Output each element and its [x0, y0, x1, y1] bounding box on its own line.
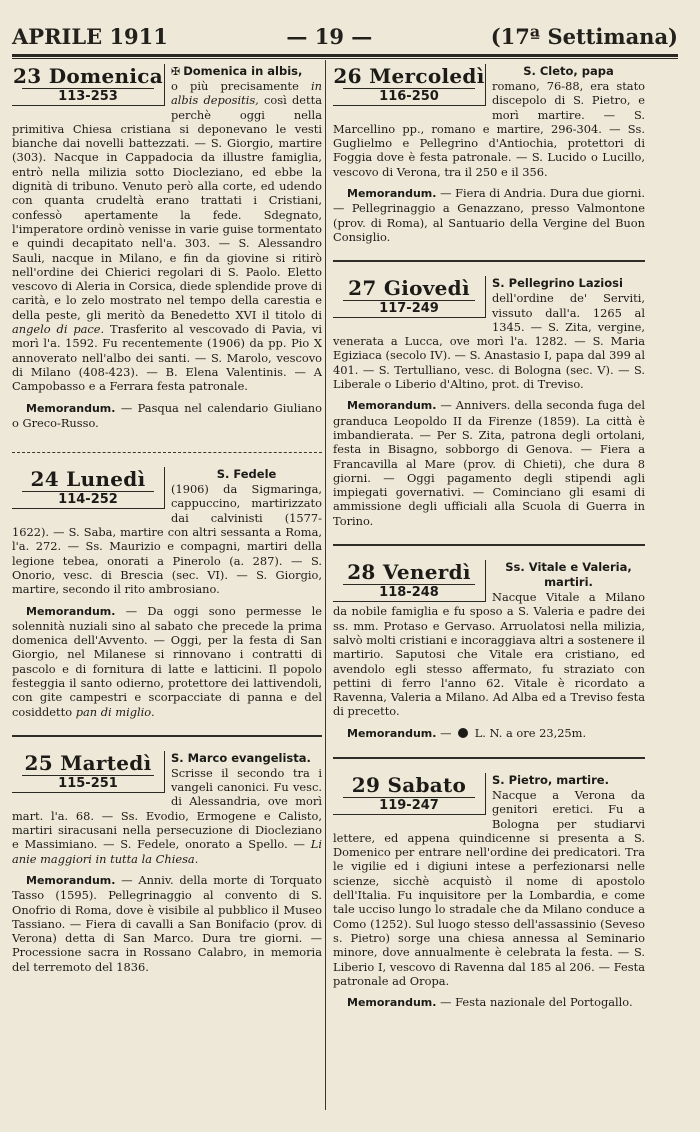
date-box [12, 467, 165, 509]
memorandum: Memorandum. — L. N. a ore 23,25m. [347, 725, 587, 740]
entry-29 [333, 773, 645, 1010]
memorandum: Memorandum. — Anniv. della morte di Torquato Tasso (1595). Pellegrinaggio al convento di S. Onofrio di Roma, dove è visibile al pubblico il Museo Tassiano. — Fiera di cavalli a San Bonifacio (prov. di Verona) detta di San Marco. Dura tre giorni. — Processione sacra in Rossano Calabro, in memoria del terremoto del 1836. [12, 872, 322, 974]
column-divider [325, 60, 326, 1110]
date-box [333, 773, 486, 815]
right-column [333, 64, 645, 1018]
cross-icon: ✠ [171, 65, 181, 78]
date-box [12, 751, 165, 793]
entry-text: (1906) da Sigmaringa, cappuccino, martirizzato dai calvinisti (1577-1622). — S. Saba, martire con altri sessanta a Roma, l'a. 272. — Ss. Maurizio e compagni, martiri della legione tebea, onorati a Pinerolo (a. 287). — S. Onorio, vesc. di Brescia (sec. VI). — S. Giorgio, martire, secondo il rito ambrosiano. [12, 482, 322, 597]
saint-heading: S. Fedele [216, 467, 277, 482]
day-numbers: 117-249 [343, 300, 475, 316]
left-column [12, 64, 322, 982]
header-rule-thin [12, 58, 678, 59]
page-header [12, 22, 678, 50]
memorandum: Memorandum. — Da oggi sono permesse le solennità nuziali sino al sabato che precede la prima domenica dell'Avvento. — Oggi, per la festa di San Giorgio, nel Milanese si rinnovano i contratti di pascolo e di fornitura di latte e latticini. Il popolo festeggia il santo odierno, protettore dei lattivendoli, con gite campestri e scorpacciate di panna e del cosiddetto pan di miglio. [12, 603, 322, 719]
entry-24 [12, 467, 322, 719]
separator [333, 260, 645, 262]
saint-heading: ✠ Domenica in albis, [171, 64, 303, 78]
entry-23 [12, 64, 322, 430]
date-box [333, 276, 486, 318]
day-title: 28 Venerdì [347, 560, 471, 585]
header-month: APRILE 1911 [12, 23, 168, 49]
separator [333, 757, 645, 759]
entry-text: dell'ordine de' Serviti, vissuto dall'a. 1265 al 1345. — S. Zita, vergine, venerata a Lucca, ove morì l'a. 1282. — S. Maria Egiziaca (secolo IV). — S. Anastasio I, papa dal 399 al 401. — S. Tertulliano, vesc. di Bologna (sec. V). — S. Liberale o Liberio d'Altino, prot. di Treviso. [333, 291, 645, 392]
day-title: 23 Domenica [13, 64, 163, 88]
entry-text: romano, 76-88, era stato discepolo di S. Pietro, e morì martire. — S. Marcellino pp., romano e martire, 296-304. — Ss. Guglielmo e Pellegrino d'Antiochia, protettori di Foggia dove è festa patronale. — S. Lucido o Lucillo, vescovo di Verona, tra il 250 e il 356. [333, 79, 645, 179]
saint-heading: S. Pellegrino Laziosi [492, 276, 623, 291]
memorandum: Memorandum. — Fiera di Andria. Dura due giorni. — Pellegrinaggio a Genazzano, presso Valmontone (prov. di Roma), al Santuario della Vergine del Buon Consiglio. [333, 186, 645, 244]
day-numbers: 113-253 [22, 88, 154, 104]
header-rule [12, 54, 678, 57]
saint-heading: S. Cleto, papa [523, 64, 614, 78]
saint-heading: S. Marco evangelista. [171, 750, 311, 765]
day-title: 25 Martedì [24, 750, 152, 775]
header-page-number: — 19 — [286, 23, 373, 49]
separator [12, 735, 322, 737]
entry-text: Scrisse il secondo tra i vangeli canonici. Fu vesc. di Alessandria, ove morì mart. l'a. 68. — Ss. Evodio, Ermogene e Calisto, martiri siracusani nella persecuzione di Diocleziano e Massimiano. — S. Fedele, onorato a Spello. — Li anie maggiori in tutta la Chiesa. [12, 765, 322, 866]
memorandum: Memorandum. — Annivers. della seconda fuga del granduca Leopoldo II da Firenze (1859). La città è imbandierata. — Per S. Zita, patrona degli ortolani, festa in Bisagno, sobborgo di Genova. — Fiera a Francavilla al Mare (prov. di Chieti), che dura 8 giorni. — Oggi pagamento degli stipendi agli impiegati governativi. — Cominciano gli esami di ammissione degli ufficiali alla Scuola di Guerra in Torino. [333, 398, 645, 528]
entry-28 [333, 560, 645, 741]
memorandum: Memorandum. — Pasqua nel calendario Giuliano o Greco-Russo. [12, 400, 322, 430]
saint-heading: S. Pietro, martire. [492, 772, 609, 787]
day-numbers: 115-251 [22, 775, 154, 791]
new-moon-icon [458, 728, 468, 738]
day-numbers: 116-250 [343, 88, 475, 104]
day-numbers: 118-248 [343, 584, 475, 600]
day-title: 27 Giovedì [348, 276, 470, 301]
day-title: 29 Sabato [351, 772, 467, 797]
day-title: 26 Mercoledì [333, 64, 485, 88]
entry-text: Nacque Vitale a Milano da nobile famiglia e fu sposo a S. Valeria e padre dei ss. mm. Protaso e Gervaso. Arruolatosi nella milizia, salvò molti cristiani e incoraggiava altri a sostenere il martirio. Saputosi che Vitale era cristiano, ed avendolo egli stesso affermato, fu straziato con pettini di ferro l'anno 62. Vitale è ricordato a Ravenna, Valeria a Milano. Ad Alba ed a Treviso festa di precetto. [333, 590, 645, 719]
date-box [333, 560, 486, 602]
date-box [12, 64, 165, 106]
entry-text: o più precisamente in albis depositis, così detta perchè oggi nella primitiva Chiesa cristiana si deponevano le vesti bianche dai novelli battezzati. — S. Giorgio, martire (303). Nacque in Cappadocia da illustre famiglia, entrò nella milizia sotto Diocleziano, ed ebbe la dignità di tribuno. Venuto però alla corte, ed udendo con quanta crudeltà erano trattati i Cristiani, confessò apertamente la fede. Sdegnato, l'imperatore ordinò venisse in varie guise tormentato e quindi decapitato nell'a. 303. — S. Alessandro Sauli, nacque in Milano, e fin da giovine si ritirò nell'ordine dei Chierici regolari di S. Paolo. Eletto vescovo di Aleria in Corsica, diede splendide prove di carità, e lo zelo mostrato nel tempo della carestia e della peste, gli meritò da Benedetto XVI il titolo di angelo di pace. Trasferito al vescovado di Pavia, vi morì l'a. 1592. Fu recentemente (1906) da pp. Pio X annoverato nell'albo dei santi. — S. Marolo, vescovo di Milano (408-423). — B. Elena Valentinis. — A Campobasso e a Ferrara festa patronale. [12, 79, 322, 394]
entry-27 [333, 276, 645, 528]
entry-26 [333, 64, 645, 244]
separator [12, 452, 322, 453]
day-numbers: 119-247 [343, 797, 475, 813]
entry-text: Nacque a Verona da genitori eretici. Fu a Bologna per studiarvi lettere, ed appena quindicenne si presenta a S. Domenico per entrare nell'ordine dei predicatori. Tra le vigilie ed i digiuni intese a perfezionarsi nelle scienze, sicchè acquistò il nome di apostolo dell'Italia. Fu inquisitore per la Lombardia, e come tale ucciso lungo lo stradale che da Milano conduce a Como (1252). Sul luogo stesso dell'assassinio (Seveso s. Pietro) sorge una chiesa annessa al Seminario minore, dove annualmente è celebrata la festa. — S. Liberio I, vescovo di Ravenna dal 185 al 206. — Festa patronale ad Oropa. [333, 787, 645, 988]
date-box [333, 64, 486, 106]
memorandum: Memorandum. — Festa nazionale del Portogallo. [347, 995, 633, 1010]
saint-heading: Ss. Vitale e Valeria, martiri. [505, 560, 632, 590]
header-week: (17ª Settimana) [490, 23, 678, 49]
separator [333, 544, 645, 546]
day-numbers: 114-252 [22, 491, 154, 507]
day-title: 24 Lunedì [30, 467, 146, 492]
entry-25 [12, 751, 322, 974]
